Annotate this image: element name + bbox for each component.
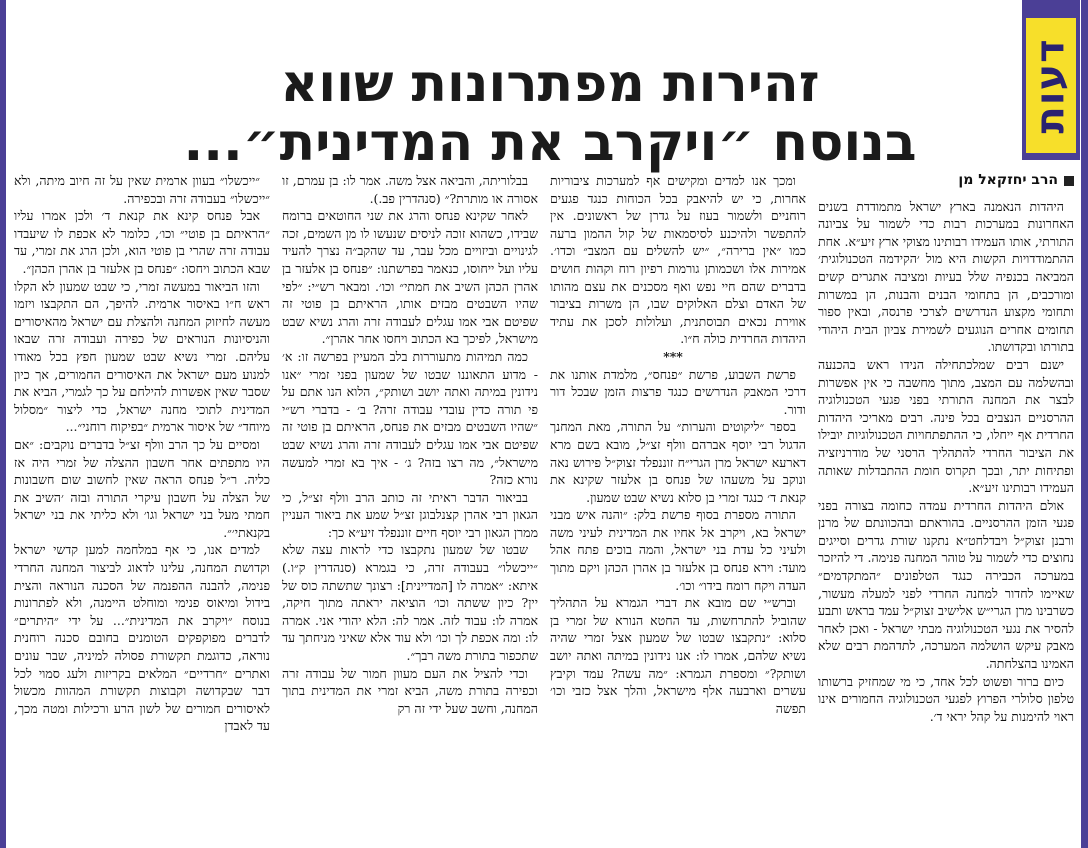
column-2 xyxy=(550,172,806,848)
paragraph: ומסיים על כך הרב וולף זצ״ל בדברים נוקבים: ״אם היו מתפתים אחר חשבון ההצלה של זמרי היה אז כליה. ר״ל פנחס הראה שאין לחשוב שום חשבונות של הצלה על חשבון עיקרי התורה ובזה ׳השיב את חמתי מעל בני ישראל וגו׳ ולא כליתי את בני ישראל בקנאתי׳״. xyxy=(14,436,270,540)
paragraph: למדים אנו, כי אף במלחמה למען קדשי ישראל וקדושת המחנה, עלינו לדאוג לביצור המחנה החרדי פנימה, להבנה ההפנמה של הסכנה הנוראה והצית בידול ומיאוס פנימי ומוחלט היימנה, ולא לפתרונות בנוסח ״ויקרב את המדינית״... על ידי ״היתרים״ לדברים מפוקפקים הטומנים בחובם סכנה רוחנית נוראה, כדוגמת תקשורת פסולה למיניה, שבר עונים ואתרים ״חרדיים״ המלאים בקריזות ולעג סמוי לכל דבר שבקדושה וקבוצות תקשורת המהוות מכשול לאיסורים חמורים של לשון הרע ורכילות ומטה מכך, עד לאבדן xyxy=(14,542,270,734)
column-3 xyxy=(282,172,538,848)
paragraph: ומכך אנו למדים ומקישים אף למערכות ציבוריות אחרות, כי יש להיאבק בכל הכוחות כנגד פגעים רוחניים ולשמור בעוז על גדרן של ראשונים. אין להתפשר ולהיכנע לסיסמאות של קול ההמון ברעה כמו ״אין ברירה״, ״יש להשלים עם המצב״ וכדו׳. אמירות אלו ושכמותן גורמות רפיון רוח וקהות חושים בדברים שהם חיי נפש ואף מסכנים את עצם מהותו של האדם וצלם האלוקים שבו, הן משרות בציבור אווירת נכאים תבוסתנית, ועלולות לסכן את עתיד היהדות החרדית כולה ח״ו. xyxy=(550,173,806,347)
paragraph: ישנם רבים שמלכתחילה הנידו ראש בהכנעה ובהשלמה עם המצב, מתוך מחשבה כי אין אפשרות לבצר את המחנה התורתי בפני פגעי הטכנולוגיה ההרסניים הנצבים בכל פינה. רבים מאריכי היהדות החרדית אף ייחלו, כי ההתפתחויות הטכנולוגיות יובילו את הציבור החרדי להתהליך הרסני של מודרניזציה ופתיחות יתר, ובכך תקרוס חומת ההתבדלות שאותה העמידו רבותינו זיע״א. xyxy=(818,356,1074,496)
paragraph: ״ייכשלו״ בעוון ארמית שאין על זה חיוב מיתה, ולא ״ייכשלו״ בעבודה זרה ובכפירה. xyxy=(14,173,270,206)
paragraph: אבל פנחס קינא את קנאת ד׳ ולכן אמרו עליו ״הראיתם בן פוטי״ וכו׳, כלומר לא אכפת לו שיעבדו עבודה זרה שהרי בן פוטי הוא, ולכן הרג את זמרי, עד שבא הכתוב ויחסו: ״פנחס בן אלעזר בן אהרן הכהן״. xyxy=(14,208,270,276)
section-tab xyxy=(1022,0,1080,160)
paragraph: לאחר שקינא פנחס והרג את שני החוטאים ברומח שבידו, כשהוא זוכה לניסים שנעשו לו מן השמים, זכה לגינויים וביזויים מכל עבר, עד שהקב״ה נצרך להעיד עליו ועל ייחוסו, כנאמר בפרשתנו: ״פנחס בן אלעזר בן אהרן הכהן השיב את חמתי״ וכו׳. ומבאר רש״י: ״לפי שהיו השבטים מבזים אותו, הראיתם בן פוטי זה שפיטם אבי אמו עגלים לעבודה זרה והרג נשיא שבט מישראל, לפיכך בא הכתוב ויחסו אחר אהרן״. xyxy=(282,208,538,347)
section-tab-label: דעות xyxy=(1028,37,1074,134)
article-body xyxy=(14,172,1074,848)
paragraph: וכדי להציל את העם מעוון חמור של עבודה זרה וכפירה בתורת משה, הביא זמרי את המדינית בתוך המחנה, וחשב שעל ידי זה רק xyxy=(282,665,538,716)
paragraph: פרשת השבוע, פרשת ״פנחס״, מלמדת אותנו את דרכי המאבק הנדרשים כנגד פרצות הזמן שבכל דור ודור. xyxy=(550,366,806,417)
paragraph: אולם היהדות החרדית עמדה כחומה בצורה בפני פגעי הזמן ההרסניים. בהוראתם ובהכוונתם של מרנן ורבנן זצוק״ל ויבדלחט״א נתקנו שורת גדרים וסייגים נחוצים כדי לשמור על טוהר המחנה פנימה. די להיזכר במערכה הכבירה כנגד הטלפונים ״המתקדמים״ שאיימו לחדור למחנה החרדי לפני למעלה מעשור, כשרבינו מרן הגרי״ש אלישיב זצוק״ל עמד בראש ותבע להסיר את נגעי הטכנולוגיה מבתי ישראל - ואכן לאחר מאבק עיקש הושלמה המערכה, לתדהמת רבים שלא האמינו בהצלחתה. xyxy=(818,497,1074,672)
headline-line-2: בנוסח ״ויקרב את המדינית״... xyxy=(183,112,917,173)
byline xyxy=(818,172,1074,190)
paragraph: בספר ״ליקוטים והערות״ על התורה, מאת המחנך הדגול רבי יוסף אברהם וולף זצ״ל, מובא בשם מרא דארעא ישראל מרן הגרי״ח זוננפלד זצוק״ל פירוש נאה ונוקב על משעהו של פנחס בן אלעזר שקינא את קנאת ד׳ כנגד זמרי בן סלוא נשיא שבט שמעון. xyxy=(550,419,806,505)
paragraph: כמה תמיהות מתעוררות בלב המעיין בפרשה זו: א׳ - מדוע התאוננו שבטו של שמעון בפני זמרי ״אנו נידונין במיתה ואתה יושב ושותק״, הלוא הנו אתם על פי תורה כדין עובדי עבודה זרה? ב׳ - בדברי רש״י ״שהיו השבטים מבזים את פנחס, הראיתם בן פוטי זה שפיטם אבי אמו עגלים לעבודה זרה והרג נשיא שבט מישראל״, מה רצו בזה? ג׳ - איך בא זמרי למעשה נורא כזה? xyxy=(282,348,538,488)
column-1 xyxy=(818,172,1074,848)
section-tab-label-box xyxy=(1026,18,1076,153)
byline-author: הרב יחזקאל מן xyxy=(958,172,1058,188)
left-border-bar xyxy=(0,0,6,848)
article-headline xyxy=(80,55,1020,171)
byline-square-icon xyxy=(1064,176,1074,186)
paragraph: היהדות הנאמנה בארץ ישראל מתמודדת בשנים האחרונות במערכות רבות כדי לשמור על צביונה התורתי, אותו העמידו רבותינו מצוקי ארץ זיע״א. אחת ההתמודדויות הקשות היא מול ׳הקידמה הטכנולוגית׳ המביאה בכנפיה שלל בעיות ומציבה אתגרים קשים ומורכבים, הן בתחומי הבנים והבנות, הן במשרות ותחומי מקצוע הנדרשים לצרכי פרנסה, ובאין ספור תחומים אחרים הנוגעים לשמירת צביון הבית היהודי בתורתו ובקדושתו. xyxy=(818,198,1074,355)
headline-line-1: זהירות מפתרונות שווא xyxy=(280,54,820,115)
paragraph: כיום ברור ופשוט לכל אחד, כי מי שמחזיק ברשותו טלפון סלולרי הפרוץ לפגעי הטכנולוגיה החמורים אינו ראוי להימנות על קהל יראי ד׳. xyxy=(818,673,1074,724)
paragraph: והזו הביאור במעשה זמרי, כי שבט שמעון לא הקלו ראש ח״ו באיסור ארמית. להיפך, הם התקבצו ויזמו מעשה לחיזוק המחנה ולהצלת עם ישראל מהאיסורים והניסיונות הנוראים של כפירה ועבודה זרה שבאו עליהם. זמרי נשיא שבט שמעון חפץ בכל מאודו למנוע מעם ישראל את האיסורים החמורים, אך כיון שסבר שאין אפשרות להילחם על כך לגמרי, הביא את המדינית לתוכי מחנה ישראל, כדי ליצור ״מסלול מיוחד״ של איסור ארמית ״בפיקוח רוחני״... xyxy=(14,278,270,435)
right-border-bar xyxy=(1081,0,1088,848)
paragraph: וברש״י שם מובא את דברי הגמרא על התהליך שהוביל להתרחשות, עד החטא הנורא של זמרי בן סלוא: ״נתקבצו שבטו של שמעון אצל זמרי שהיה נשיא שלהם, אמרו לו: אנו נידונין במיתה ואתה יושב ושותק?״ ומספרת הגמרא: ״מה עשה? עמד וקיבץ עשרים וארבעה אלף מישראל, והלך אצל כזבי וכו׳ תפשה xyxy=(550,595,806,716)
column-4 xyxy=(14,172,270,848)
paragraph: בבלוריתה, והביאה אצל משה. אמר לו: בן עמרם, זו אסורה או מותרת?״ (סנהדרין פב.). xyxy=(282,173,538,206)
paragraph: בביאור הדבר ראיתי זה כותב הרב וולף זצ״ל, כי הגאון רבי אהרן קצנלבוגן זצ״ל שמע את ביאור העניין ממרן הגאון רבי יוסף חיים זוננפלד זיע״א כך: xyxy=(282,489,538,540)
section-separator: *** xyxy=(663,348,683,364)
paragraph: שבטו של שמעון נתקבצו כדי לראות עצה שלא ״ייכשלו״ בעבודה זרה, כי בגמרא (סנהדרין ק״ו.) איתא: ״אמרה לו [המדיינית]: רצונך שתשתה כוס של יין? כיון ששתה וכו׳ הוציאה יראתה מתוך חיקה, אמרה לו: עבוד לזה. אמר לה: הלא יהודי אני. אמרה לו: ומה אכפת לך וכו׳ ולא עוד אלא שאיני מניחתך עד שתכפור בתורת משה רבך״. xyxy=(282,542,538,664)
paragraph: התורה מספרת בסוף פרשת בלק: ״והנה איש מבני ישראל בא, ויקרב אל אחיו את המדינית לעיני משה ולעיני כל עדת בני ישראל, והמה בוכים פתח אהל מועד: וירא פנחס בן אלעזר בן אהרן הכהן ויקם מתוך העדה ויקח רומח בידו״ וכו׳. xyxy=(550,507,806,593)
